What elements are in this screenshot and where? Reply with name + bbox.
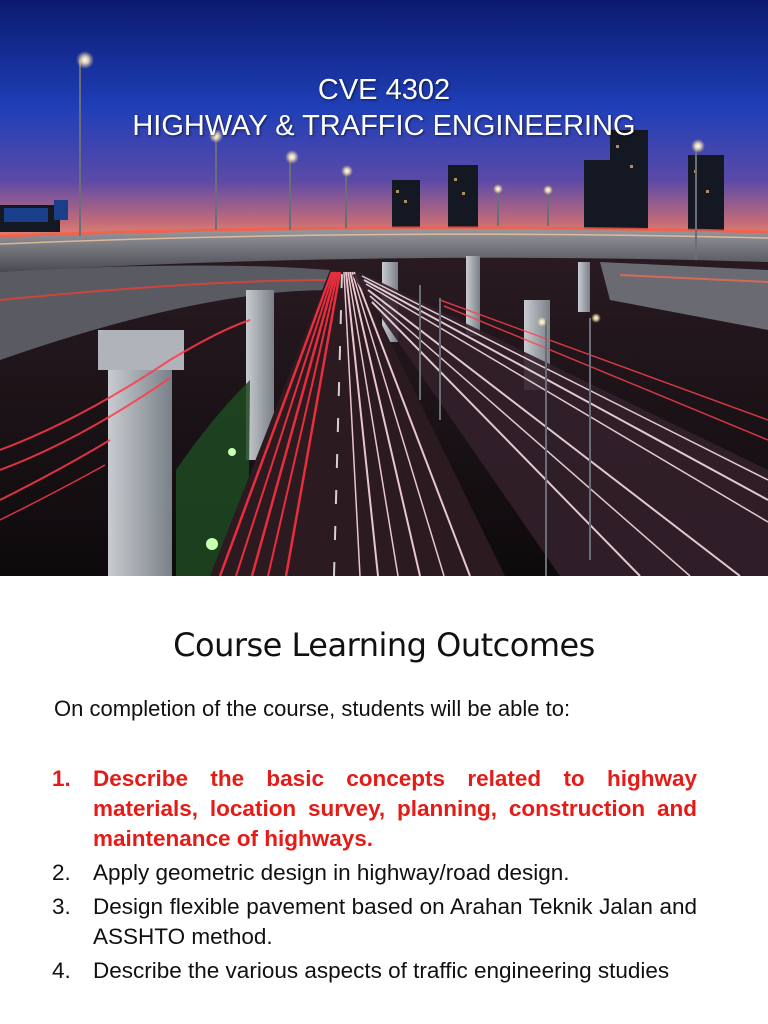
outcome-item-2: [52, 858, 697, 888]
outcome-number: 1.: [52, 766, 71, 791]
outcomes-intro: On completion of the course, students will be able to:: [54, 696, 571, 721]
outcome-number: 4.: [52, 958, 71, 983]
outcomes-list: [52, 764, 697, 990]
outcome-item-3: [52, 892, 697, 952]
outcome-number: 2.: [52, 860, 71, 885]
outcome-text: Describe the basic concepts related to highway materials, location survey, planning, construction and maintenance of highways.: [93, 766, 697, 851]
slide-title: [0, 72, 768, 144]
outcome-text: Design flexible pavement based on Arahan Teknik Jalan and ASSHTO method.: [93, 894, 697, 949]
outcome-number: 3.: [52, 894, 71, 919]
course-code: CVE 4302: [317, 74, 451, 106]
outcomes-slide: [0, 576, 768, 1024]
outcomes-heading: Course Learning Outcomes: [173, 626, 595, 664]
course-name: HIGHWAY & TRAFFIC ENGINEERING: [132, 110, 636, 142]
outcome-item-1: [52, 764, 697, 854]
outcome-item-4: [52, 956, 697, 986]
outcome-text: Describe the various aspects of traffic engineering studies: [93, 958, 670, 983]
outcome-text: Apply geometric design in highway/road design.: [93, 860, 570, 885]
